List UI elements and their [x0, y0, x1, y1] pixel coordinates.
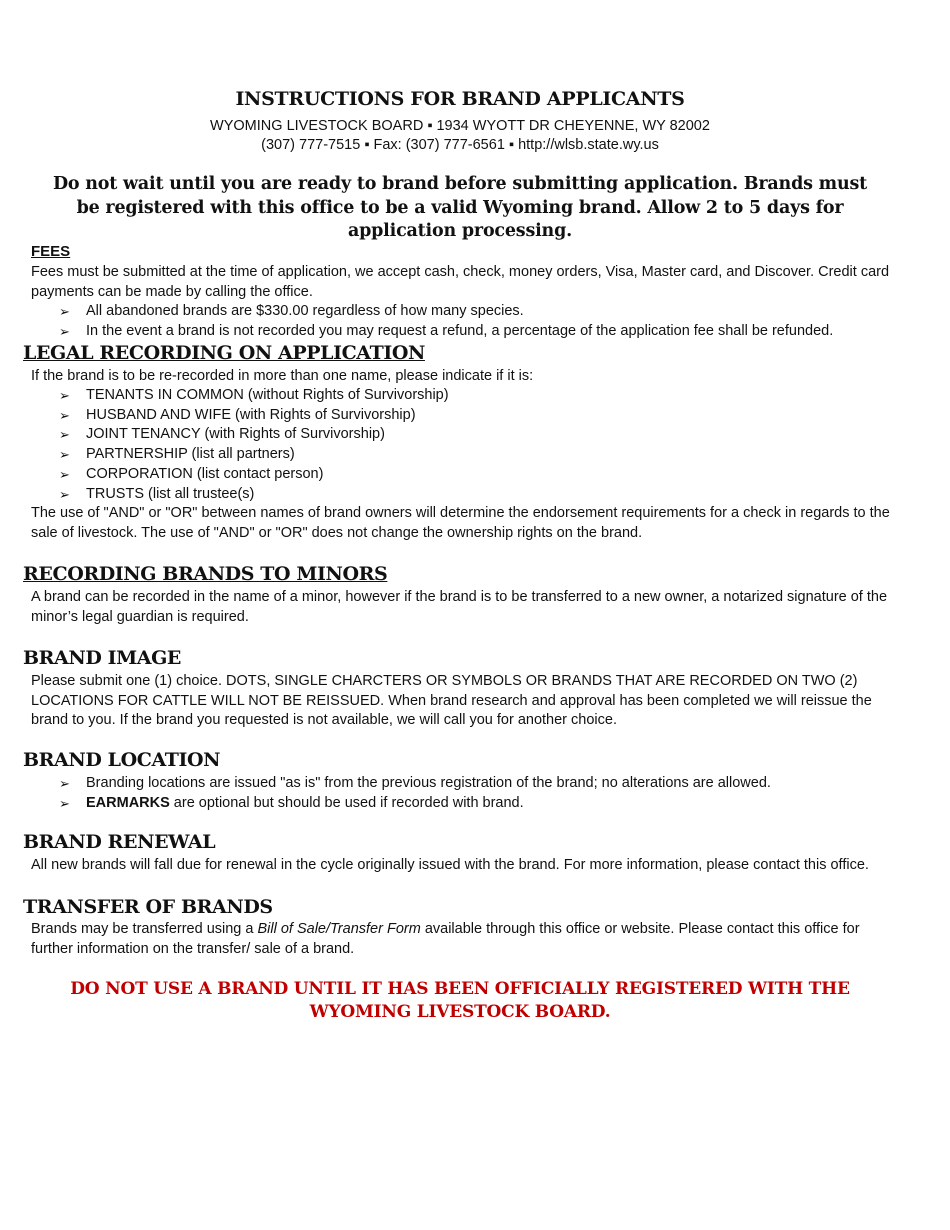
list-item [31, 386, 891, 406]
and-or-note: The use of "AND" or "OR" between names of brand owners will determine the endorsement requirements for a check in regards to the sale of livestock. The use of "AND" or "OR" does not change the ownership rights on the brand. [31, 505, 890, 541]
minors-heading: RECORDING BRANDS TO MINORS [23, 563, 388, 585]
list-item-text: HUSBAND AND WIFE (with Rights of Survivorship) [86, 406, 416, 423]
transfer-heading: TRANSFER OF BRANDS [23, 896, 273, 918]
brand-renewal-heading: BRAND RENEWAL [23, 831, 216, 853]
list-item [31, 322, 891, 342]
address-line: WYOMING LIVESTOCK BOARD ▪ 1934 WYOTT DR CHEYENNE, WY 82002 [210, 118, 710, 134]
brand-location-bullet-list [31, 774, 891, 813]
page-title: INSTRUCTIONS FOR BRAND APPLICANTS [235, 88, 685, 110]
list-item-text: TENANTS IN COMMON (without Rights of Survivorship) [86, 387, 449, 403]
transfer-text-end: available through this office or website. Please contact this office for further information on the transfer/ sale of a brand. [31, 921, 860, 957]
brand-image-heading: BRAND IMAGE [23, 647, 182, 669]
brand-location-heading: BRAND LOCATION [23, 749, 221, 771]
brand-renewal-text: All new brands will fall due for renewal in the cycle originally issued with the brand. For more information, please contact this office. [31, 857, 869, 873]
list-item [31, 425, 891, 445]
fees-bullet-list [31, 302, 891, 341]
list-item-text: Branding locations are issued "as is" from the previous registration of the brand; no alterations are allowed. [86, 775, 771, 791]
legal-recording-heading: LEGAL RECORDING ON APPLICATION [23, 342, 425, 364]
list-item [31, 794, 891, 814]
arrowhead-bullet-icon: ➢ [59, 447, 70, 463]
arrowhead-bullet-icon: ➢ [59, 407, 70, 423]
list-item [31, 485, 891, 505]
list-item-text: In the event a brand is not recorded you may request a refund, a percentage of the application fee shall be refunded. [86, 322, 834, 339]
legal-recording-intro: If the brand is to be re-recorded in more than one name, please indicate if it is: [31, 368, 534, 384]
list-item-text: PARTNERSHIP (list all partners) [86, 446, 295, 463]
list-item [31, 445, 891, 465]
minors-text: A brand can be recorded in the name of a minor, however if the brand is to be transferred to a new owner, a notarized signature of the minor’s legal guardian is required. [31, 589, 888, 625]
arrowhead-bullet-icon: ➢ [59, 466, 70, 482]
arrowhead-bullet-icon: ➢ [59, 323, 70, 339]
transfer-text-start: Brands may be transferred using a [31, 921, 258, 937]
arrowhead-bullet-icon: ➢ [59, 304, 70, 319]
contact-line: (307) 777-7515 ▪ Fax: (307) 777-6561 ▪ http://wlsb.state.wy.us [261, 137, 659, 153]
list-item [31, 406, 891, 426]
earmarks-label: EARMARKS [86, 794, 170, 811]
fees-text: Fees must be submitted at the time of application, we accept cash, check, money orders, Visa, Master card, and Discover. Credit card payments can be made by calling the office. [31, 264, 890, 300]
list-item [31, 465, 891, 485]
list-item-text: are optional but should be used if recorded with brand. [169, 794, 524, 811]
arrowhead-bullet-icon: ➢ [59, 486, 70, 502]
list-item-text: All abandoned brands are $330.00 regardless of how many species. [86, 303, 524, 319]
legal-recording-bullet-list [31, 386, 891, 504]
final-warning: DO NOT USE A BRAND UNTIL IT HAS BEEN OFFICIALLY REGISTERED WITH THE WYOMING LIVESTOCK BOARD. [70, 979, 850, 1022]
arrowhead-bullet-icon: ➢ [59, 427, 70, 443]
brand-image-text: Please submit one (1) choice. DOTS, SINGLE CHARCTERS OR SYMBOLS OR BRANDS THAT ARE RECORDED ON TWO (2) LOCATIONS FOR CATTLE WILL NOT BE REISSUED. When brand research and approval has been completed we will reissue the brand to you. If the brand you requested is not available, we will call you for another choice. [31, 673, 872, 729]
list-item-text: JOINT TENANCY (with Rights of Survivorship) [86, 426, 385, 443]
list-item-text: TRUSTS (list all trustee(s) [86, 485, 255, 502]
list-item [31, 774, 891, 794]
arrowhead-bullet-icon: ➢ [59, 795, 70, 811]
bill-of-sale-form-name: Bill of Sale/Transfer Form [257, 921, 421, 937]
submission-warning: Do not wait until you are ready to brand before submitting application. Brands must be registered with this office to be a valid Wyoming brand. Allow 2 to 5 days for application processing. [52, 174, 868, 241]
arrowhead-bullet-icon: ➢ [59, 776, 70, 791]
list-item-text: CORPORATION (list contact person) [86, 465, 324, 482]
list-item [31, 302, 891, 322]
transfer-text [31, 920, 891, 959]
fees-heading: FEES [31, 243, 71, 260]
arrowhead-bullet-icon: ➢ [59, 388, 70, 403]
